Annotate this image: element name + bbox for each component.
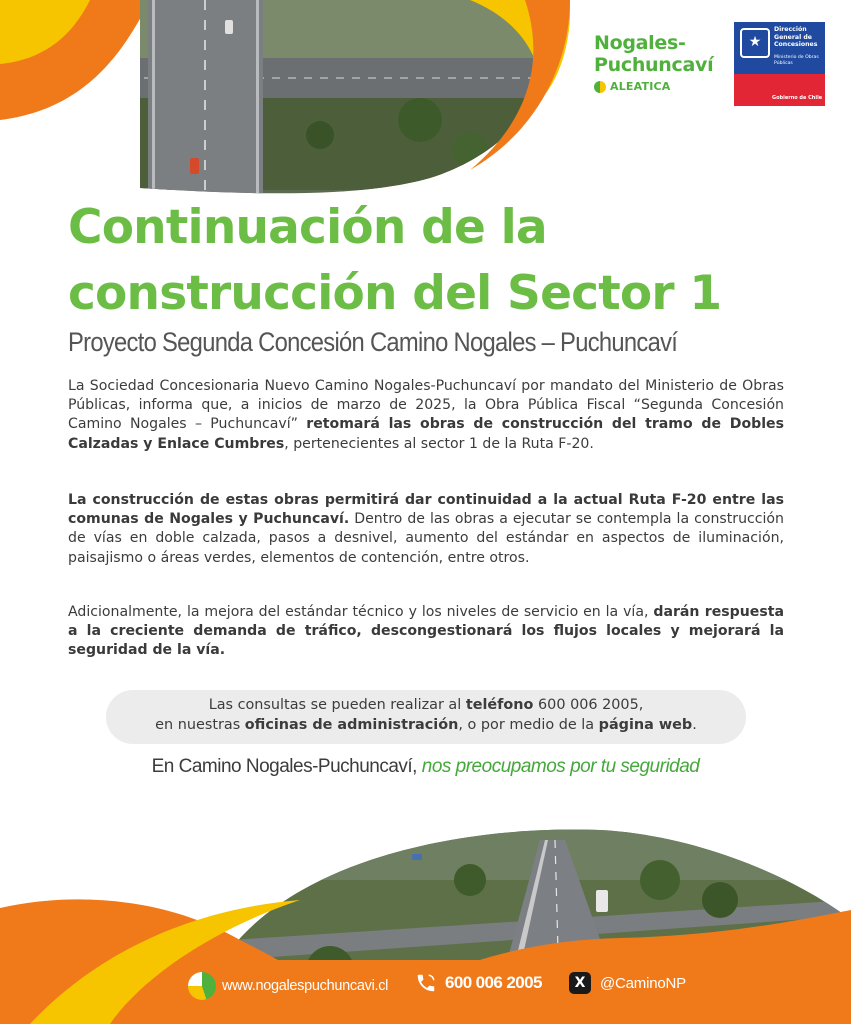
contact-l2-c: , o por medio de la bbox=[458, 717, 599, 733]
website-logo-icon bbox=[188, 972, 216, 1000]
contact-box bbox=[106, 690, 746, 744]
brand-logo bbox=[594, 32, 724, 93]
contact-line-1 bbox=[106, 697, 746, 713]
paragraph-1 bbox=[68, 377, 784, 454]
p3-text-a: Adicionalmente, la mejora del estándar técnico y los niveles de servicio en la vía, bbox=[68, 604, 654, 620]
title-line2: construcción del Sector 1 bbox=[68, 266, 722, 321]
partner-name: ALEATICA bbox=[610, 80, 671, 93]
aleatica-icon bbox=[594, 81, 606, 93]
header-aerial-image bbox=[0, 0, 570, 195]
gov-logo bbox=[734, 22, 825, 106]
slogan-italic: nos preocupamos por tu seguridad bbox=[421, 756, 700, 777]
p2-text-b: Dentro de las obras a ejecutar se contempla la construcción de vías en doble calzada, pasos a desnivel, aumento del estándar en aspectos de iluminación, paisajismo o áreas verdes, elementos de contención, entre otros. bbox=[68, 511, 784, 566]
title-line1: Continuación de la bbox=[68, 200, 547, 255]
p3-text-b: darán respuesta a la creciente demanda de tráfico, descongestionará los flujos locales y mejorará la seguridad de la vía. bbox=[68, 604, 785, 659]
footer-phone: 600 006 2005 bbox=[445, 973, 542, 992]
footer-website-link[interactable] bbox=[188, 972, 388, 1000]
gov-logo-line3: Gobierno de Chile bbox=[772, 95, 823, 101]
p1-text-a: La Sociedad Concesionaria Nuevo Camino Nogales-Puchuncaví por mandato del Ministerio de Obras Públicas, informa que, a inicios de marzo de 2025, la Obra Pública Fiscal “Segunda Concesión Camino Nogales – Puchuncaví” bbox=[68, 378, 784, 433]
contact-l1-c: 600 006 2005, bbox=[533, 697, 644, 713]
contact-l2-a: en nuestras bbox=[155, 717, 245, 733]
contact-line-2 bbox=[106, 717, 746, 733]
contact-offices-label: oficinas de administración bbox=[244, 717, 459, 733]
p1-text-c: , pertenecientes al sector 1 de la Ruta F-20. bbox=[284, 435, 594, 452]
paragraph-2 bbox=[68, 491, 784, 568]
contact-l2-e: . bbox=[692, 717, 697, 733]
gov-logo-line2: Ministerio de Obras Públicas bbox=[774, 55, 819, 66]
contact-phone-label: teléfono bbox=[465, 697, 534, 713]
crest-icon: ★ bbox=[740, 28, 770, 58]
footer-x-handle: @CaminoNP bbox=[600, 974, 686, 992]
brand-name-line2: Puchuncaví bbox=[594, 54, 714, 76]
footer-bar bbox=[0, 962, 851, 1002]
gov-logo-line1: Dirección General de Concesiones bbox=[774, 26, 818, 48]
x-logo-icon: X bbox=[569, 972, 591, 994]
p1-text-b: retomará las obras de construcción del tramo de Dobles Calzadas y Enlace Cumbres bbox=[68, 416, 785, 452]
page-title bbox=[68, 200, 788, 322]
footer-website: www.nogalespuchuncavi.cl bbox=[222, 978, 389, 994]
footer-phone-link[interactable] bbox=[415, 972, 542, 994]
phone-icon bbox=[415, 972, 437, 994]
gov-logo-red-band bbox=[734, 74, 825, 106]
contact-web-label: página web bbox=[598, 717, 693, 733]
partner-logo bbox=[594, 80, 724, 93]
slogan bbox=[0, 756, 851, 778]
slogan-plain: En Camino Nogales-Puchuncaví, bbox=[151, 756, 422, 777]
p2-text-a: La construcción de estas obras permitirá dar continuidad a la actual Ruta F-20 entre las comunas de Nogales y Puchuncaví. bbox=[68, 492, 784, 528]
brand-name-line1: Nogales- bbox=[594, 32, 686, 54]
footer-x-link[interactable] bbox=[569, 972, 686, 994]
paragraph-3 bbox=[68, 603, 784, 661]
contact-l1-a: Las consultas se pueden realizar al bbox=[208, 697, 466, 713]
page-subtitle: Proyecto Segunda Concesión Camino Nogales – Puchuncaví bbox=[68, 327, 678, 357]
